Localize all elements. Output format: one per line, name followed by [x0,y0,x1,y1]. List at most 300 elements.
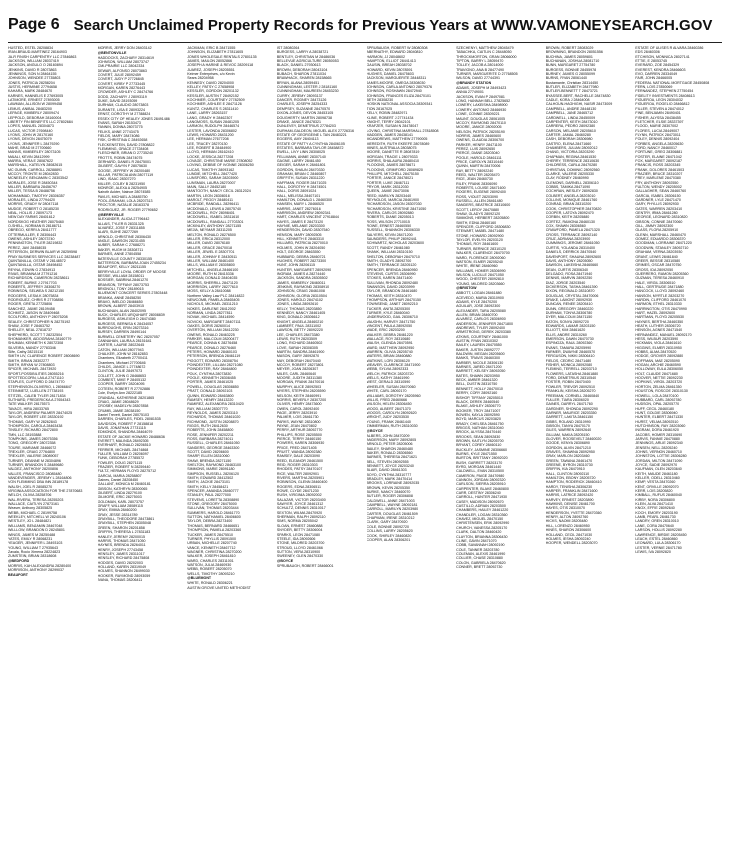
property-entry: LOVING, CHRISTINA MARSHALL 27818508 [366,128,439,133]
property-entry: BROWN, KAITLYN 28205700 [456,438,504,443]
property-entry: RIVAS, BRIANNA M 27791216 [8,271,58,276]
property-entry: QUINN, MARTIN 28470006 [456,164,501,169]
property-entry: BURWELL CEMETERY INC 28207057 [97,334,160,339]
property-entry: DAVENPORT, SHAUNA 28092600 [545,254,602,259]
property-entry: LEE, ROBERT B 28484900 [187,145,232,150]
property-entry: HANLEY, JEREMY 28200015 [97,534,146,539]
property-entry: BECK, AMBER 28461320 [456,378,498,383]
city-heading: @BLUEMONT [187,576,212,581]
property-entry: ROGERS, EUGENE 28092400 [456,190,506,195]
property-entry: LOWE, CONNIE 28309221 [456,112,500,117]
property-entry: CARSON, MELANIE 28205610 [545,128,596,133]
property-entry: COOPER, BARRY 28204095 [97,382,145,387]
property-entry: DOUGLAS, CRYSTAL 28470006 [545,293,599,298]
property-entry: CARR, DESTINY 28306240 [456,491,501,496]
property-entry: FLYNN, PATRICK 28473011 [635,132,681,137]
property-entry: GILLIAM, NAKIA 28205150 [545,432,590,437]
property-entry: PARKS, WAYNE 28310800 [276,419,321,424]
property-entry: FERN, LOIS 27850069 [635,85,673,90]
property-entry: GOLDMAN, KARL 28073757 [97,499,145,504]
property-entry: MILLER, ERICA 28312000 [187,237,231,242]
property-entry: AUSTIN GROVE UNITED METHODIST [187,585,251,590]
property-entry: MYERS, STEPHEN 28205590 [276,389,326,394]
property-entry: IRAN-BRAUD-MARTINEZ 28164903 [8,50,67,55]
property-entry: CAMPBELL, WAYNE 28092181 [366,503,418,508]
property-entry: KELLER, ODELL 28310460 [635,476,680,481]
property-entry: JENSEN, NELL 28205240 [635,445,678,450]
property-entry: WESTLEY, JO L 28484821 [8,519,52,524]
property-entry: HARRIS, JANET 28276016 [276,206,321,211]
property-entry: ETCHISON, MONNICA 28027141 [635,54,690,59]
property-entry: CHALKER, JOHN W 28162853 [97,352,148,357]
property-entry: BAKER, RONALD 28306560 [366,450,413,455]
property-entry: ALLAIS, TYLER B 28331325 [97,221,144,226]
property-entry: ABBOTT, LOGAN 28461880 [456,291,502,296]
property-entry: BALDWIN, MEGAN 28205600 [456,352,505,357]
property-entry: CARROLL, MARILYN 28203980 [366,507,419,512]
property-entry: CHAMBERS, JULIAN 28092012 [545,145,598,150]
property-entry: THOMAS, GARY W 28262843 [8,419,57,424]
property-entry: RAMIREZ, ALEXANDRA 28310420 [187,402,244,407]
property-entry: ROBERTS, JOHN 28458800 [187,428,234,433]
property-entry: COOK, SHIRLEY 28460820 [366,533,412,538]
property-entry: BURKE, NANCY 28460070 [366,490,411,495]
property-entry: BAKER, JUSTIN 28092777 [456,347,500,352]
listing-column [98,46,185,858]
property-entry: HOLT, CLAUDE 28471680 [635,371,678,376]
property-entry: AUSTIN, RYAN 28310302 [456,339,498,344]
listing-column [546,46,633,858]
property-entry: Weaver, Anthony 28305825 [8,506,53,511]
property-entry: JENKINS, DAVID R 28073863 [8,67,57,72]
property-entry: NEWCOMB, PAMELA 28465405 [187,297,240,302]
property-entry: TAYLOR, ROBERT LEE 28330192 [8,415,64,420]
property-entry: SPENCER, CLIFFORD 28306830 [456,225,511,230]
property-entry: BOWEN, KAYLA 28092590 [456,412,500,417]
property-entry: COLLETT, JOHN G 28468653 [97,373,146,378]
property-entry: VALLES, FRANCISCO 28085480 [8,471,62,476]
property-entry: GARNER, MAURICE 28203350 [545,410,597,415]
property-entry: BROOKS, LORRAINE 28092035 [366,481,420,486]
property-entry: JOHNSON, WILLIAM 28073747 [97,60,149,65]
property-entry: HENSLEY, RICHARD 28475808 [97,556,150,561]
property-entry: GLASS, FLORA 28205910 [635,228,679,233]
property-entry: PEREZ, LUIS 28092650 [456,146,496,151]
property-entry: BRIGGS, NATHAN 28310040 [456,425,504,430]
property-entry: TATE WALKER 28175573 [8,402,50,407]
property-entry: GARDNER, SHONDA 28092290 [545,406,598,411]
property-entry: COVERT, JULIE 28092459 [97,73,141,78]
property-entry: JACKMAN, ERIC B 28471555 [187,46,236,50]
property-entry: POOL-GRAHAM, LOLA 28207313 [97,199,153,204]
property-entry: GRANT, LEWIS 28461840 [635,254,678,259]
property-entry: VAUGHN, HARVEY 28471750 [366,319,416,324]
property-entry: LUCAS, VICTOR 27698440 [8,128,53,133]
property-entry: KELLY, THOMAS 28203850 [276,306,322,311]
property-entry: DIAZ, JORGE 28203540 [545,280,586,285]
property-entry: BURGESS, LARRY A 28038721 [276,50,329,55]
property-entry: KIMBALL, RUFUS 28460040 [635,493,682,498]
property-entry: SHELTON, DEBORAH 28470710 [366,254,420,259]
property-entry: MILLER, WILLIAM 28461400 [187,258,234,263]
property-entry: PARKER, MALCOLM 28200477 [187,337,239,342]
city-heading: @BRISTOW [456,286,477,291]
city-heading: BEAUFORT [8,573,28,578]
property-entry: HODGE, GROVER 28092880 [635,354,684,359]
property-entry: ROBERTS, LOUISE 28471600 [456,186,506,190]
property-entry: SHAW, GLADYS 28092120 [456,212,501,217]
property-entry: SHANK, WILLIAM 28310150 [366,250,413,255]
property-entry: HUBBARD, CARL 28092780 [635,397,682,402]
property-entry: BRADLEY, MARK 28470414 [366,477,413,482]
property-entry: FLESCHNER, BRIAN D 27735240 [97,151,153,156]
property-entry: STONE, HOWARD 28092900 [456,233,504,238]
property-entry: CLAYTON, BRIANNA 28306430 [456,534,508,539]
property-entry: ROWE, ERNEST 28460550 [366,224,412,229]
property-entry: BROOKS, SEAN 28092830 [456,434,501,439]
property-entry: GEIGER, SARAH K 28461801 [276,163,326,168]
property-entry: WARD, CHARLES 28311001 [187,558,234,563]
property-entry: CLINTON, JULIE 28497073 [97,369,143,374]
property-entry: BISHOP, TIFFANY 28205010 [456,395,503,400]
property-entry: ANNIA 27749001 [456,90,484,95]
property-entry: SPARKS, LEON 28471080 [276,532,320,537]
property-entry: KELLEY, PATSY C 27658908 [187,85,235,90]
property-entry: INGRAM, DORA 28461920 [635,428,679,433]
property-entry: ALEXANDER, TARA 28205080 [456,308,506,313]
property-entry: NORRIS, BEVERLY 28307200 [276,397,327,402]
property-entry: HANSON, MYRTLE 28203270 [635,293,685,298]
property-entry: CARPENTER, BLAKE 28460800 [456,486,509,491]
property-entry: HESS, WILBUR 28203590 [635,337,679,342]
property-entry: EGGERS, AMY 28404113 [276,137,319,142]
property-entry: LUNDIE, MITCHELL 28477420 [187,171,238,176]
property-entry: CHAMBERS, HAILEY 28461220 [456,508,509,513]
property-entry: BLAIR, DAVID 28461303 [366,468,407,473]
property-entry: GRIMES, OSCAR 28470750 [635,263,682,268]
property-entry: CMI-PRAIRIE LLC 28042334 [97,64,145,69]
property-entry: BRAWHACK, SHAREN 28158665 [276,76,332,81]
property-entry: CLINE, GAVIN 28471070 [456,538,497,543]
property-entry: MONROE, ALEXA A 28254905 [97,186,147,190]
property-entry: BROCK, ALYSSA 28470440 [456,430,502,435]
property-entry: WARD, FLORENCE 28092060 [456,255,506,260]
property-entry: HOLLAND, KAREN 28319049 [97,564,146,569]
property-entry: RIVERS, MARTHA 28205901 [276,476,325,481]
property-entry: CHERRY, TERRENCE 28310630 [545,158,600,163]
property-entry: ANDERSON, MARY 28092805 [366,437,417,442]
property-entry: LARSON, HOLLIS 28092280 [635,528,682,533]
property-entry: RICHARDSON, CAMERON 28238611 [8,276,70,281]
property-entry: BUCHANAN, JOSHUA 28081710 [545,59,600,64]
property-entry: PEARCE, DONALD 28276460 [187,345,236,350]
property-entry: JACKSON, SANDRA 28305502 [276,276,328,281]
property-entry: MORRIS, GRADY W 28047118 [8,202,59,207]
property-entry: TUCKER, JAMES 28475510 [187,532,233,537]
property-entry: BRANSON, TIFFANY 28073753 [97,282,150,287]
property-entry: HENDERSON, YVETTE 28470360 [545,510,602,515]
property-entry: PRYOR, MARK 28312030 [366,185,409,189]
property-entry: MORALES, JOSE R 28450344 [8,180,58,185]
property-entry: VANCE, KENNETH 28467712 [187,545,236,550]
property-entry: CADLE, KORA J 28464008 [545,98,590,103]
property-entry: DUNLEVEY, DEMETRIUS 27784203 [276,124,336,129]
property-entry: GRAY, MARLON 28203460 [545,454,590,459]
property-entry: GREER, BESSIE 28310580 [635,258,681,263]
property-entry: SUMMERS, HAROLD 28461770 [187,510,240,515]
property-entry: BUCK, CHARLES URQUHART 28008839 [97,312,165,317]
property-entry: RUSSELL, ALLEN 28461480 [456,199,503,204]
property-entry: HILL, KENNETH E 28463310 [276,237,325,242]
property-entry: ALARI, SUIHE 28277269 [97,230,138,235]
property-entry: OBREGO, KERRI A 28411777 [8,228,57,233]
property-entry: SCHWARTZ, NICHOLAS 28203600 [366,241,425,246]
property-entry: RUSSELL, CHARLES 28461050 [187,441,240,446]
property-entry: QUEEN, JAMIE 28473006 [366,189,409,194]
property-entry: ESTATE OF ULISES R ALVARA 28460286 [635,46,704,50]
property-entry: FELLMANN, ANNIE 28307140 [276,154,326,159]
property-entry: TRAVIGNO, ANA B 28477490 [456,67,504,72]
property-entry: LLOYD, HERMAN 28162410 [187,150,234,155]
property-entry: SPICER, MICHAEL 28473920 [8,367,57,372]
property-entry: COOPER, ALAN 28306201 [366,537,411,542]
property-entry: MORALES, LINDA 27794420 [8,198,55,203]
property-entry: NELSON, KEITH 28460991 [276,393,322,398]
property-entry: GOMEZ, EDUARDO 28306370 [635,237,686,242]
property-entry: GORDON, SHAUN 28470330 [276,167,325,172]
property-entry: MARRA, VERA E 28087622 [8,158,53,163]
property-entry: FISK, CHRISTINA C 28492658 [97,138,148,143]
property-entry: LEACH, ESTEL 28460860 [635,536,678,541]
property-entry: ANDERSON, JENNIFER 28471800 [456,321,514,326]
property-entry: BYASSEE-BERT, RACHELLE 28474830 [545,93,611,98]
property-entry: MCCOY, TRONTE M 28042830 [8,171,59,176]
property-entry: RICE, JEAN 28460730 [456,177,493,182]
property-entry: SPORT-POSSIBILITIES 28055216 [8,371,64,376]
property-entry: CORBIN, KEITH 28205880 [545,215,590,220]
property-entry: COTEEN, ROBERT R 27702886 [97,386,151,391]
property-entry: CARTER, JAMAL 28460280 [545,132,591,137]
property-entry: MILLER, JEWEL E 28307701 [187,250,235,255]
property-entry: BUCKLEY, JASMINE 28306660 [456,447,507,452]
property-entry: Bustamante, Christian 28314450 [545,80,599,85]
property-entry: BRYANT, COREY 28460110 [456,443,502,448]
property-entry: SPENCER, BRENDA 28460950 [366,267,418,272]
property-entry: DUKE, DAVID 28193059 [97,99,138,104]
property-entry: HOLT, GEORGE 28463550 [276,250,321,255]
property-entry: VIRGINIA ASSOCIATION FOR THE 27870683 [8,489,83,494]
property-entry: ACEVEDO, MARIA 28310900 [456,295,504,300]
property-entry: KENT, ORVILLE 28092070 [635,484,679,489]
property-entry: CARROLL, HUNTER 28471930 [456,495,508,500]
property-entry: WEBB, SYLVIA 28092333 [366,367,409,372]
property-entry: WHITE, CARL 28092170 [366,389,407,394]
property-entry: BURROUGHS, ERIN 28273316 [97,326,149,330]
property-entry: HOLMES, SHANNON 28499030 [97,569,150,574]
property-entry: JOYCE, SADIE 28092970 [635,463,678,467]
property-entry: WAGNER, CHRISTINA 28270200 [187,549,242,554]
city-heading: @BENTONVILLE [97,50,127,55]
property-entry: DANIELS, DERRICK 28470540 [545,250,597,255]
property-entry: BAKER, HUGH M 28308711 [97,247,144,252]
property-entry: SHUMAN, KENNETH K 28072308 [8,341,64,346]
property-entry: SPRUBAUGH, ROBERT W 28080308 [366,46,428,50]
property-entry: EVERARD, ZOE 28454329 [635,63,680,68]
property-entry: TAVACS, HIRA 28033765 [8,406,49,411]
property-entry: HODGES, DAVID 28202003 [97,560,143,565]
property-entry: GAGNE, LARRY 28461450 [276,158,321,163]
property-entry: JACOBS, HOMER 28310690 [635,432,683,437]
property-entry: KESSLER, GORDON 28201132 [187,89,239,94]
property-entry: HINES, SHARON 28306600 [545,528,592,533]
property-entry: LEMUS, ANIBAL 28483200 [8,106,52,111]
property-entry: ELLIS, ANDRE 28310260 [545,332,587,337]
property-entry: GARRETT, LAKITA 28461150 [545,415,594,420]
property-entry: EVEREST, KENDRA 28466603 [635,67,686,72]
property-entry: WOODS, CAROLYN 28092620 [366,410,417,415]
property-entry: SMITH, TERRANCE 28205120 [366,263,417,268]
property-entry: LAMB, PEARL 28461730 [635,515,676,520]
property-entry: STEVENS, CURTIS 28306990 [366,271,416,276]
listing-column [8,46,95,858]
property-entry: HUSTED, ESTEL 28208834 [8,46,54,50]
property-entry: FOWLER, TREVOR 28092510 [545,384,596,389]
property-entry: NORMAN, LINDA 28277811 [187,310,233,315]
property-entry: NORRIS, JAMES 28460600 [456,133,502,138]
property-entry: JOSEPH A HARINE & REVOC 28209118 [187,63,254,68]
property-entry: ESSEX CITY OF HEALEY JONES 28491486 [97,116,170,121]
property-entry: SANDERS, GEORGE 28463300 [187,445,240,450]
property-entry: MCDOWELL, ISABEL 28311610 [187,215,240,220]
property-entry: DENNIS, MARVIN 28092250 [545,276,593,281]
property-entry: CALHOUN-HAGHIGHI, NASIR 28473009 [545,102,613,107]
page-number: Page 6 [8,16,60,33]
property-entry: PHILLIPS, MITCHELL 28475150 [366,171,419,176]
property-entry: KRAFZER, SUSAN N 28478047 [366,124,419,129]
property-entry: GENTRY, IRMA 28461280 [635,211,678,216]
property-entry: REID, ROGER 28310303 [276,463,318,467]
property-entry: ESTATE OF GEORGEINE L TAN 28483221 [276,132,347,137]
property-entry: TURNER, MARGUERITE D 27768505 [456,72,518,77]
property-entry: OWENS, CLAUDIA 28306700 [456,138,505,143]
property-entry: LUCAS, TIMOTHY 28093162 [187,167,235,172]
property-entry: WRIGHT, JUDY 28203530 [366,415,409,420]
property-entry: GOOSE, JEFFREY W 28200480 [97,168,151,173]
property-entry: DIXON-JONES, DEVON 28453105 [276,111,334,116]
property-entry: NOKES, DARLENE 28412002 [187,306,236,311]
property-entry: BRYAN, ALANA 28059451 [276,80,320,85]
property-entry: BATESVILLE COUNTY 28330155 [97,256,153,261]
property-entry: GRIFFIN, KIA 28470910 [545,467,585,472]
property-entry: PAVLIS, MICHAEL A 28485750 [97,194,148,199]
property-entry: ERNST, DOROTHY M 27788824 [97,112,151,117]
property-entry: BRANKA, ANNE 28458250 [97,295,142,300]
property-entry: DAVIS, JONATHAN 27731115 [97,425,146,430]
property-entry: POINDEXTER, RAY 28464800 [187,367,237,372]
property-entry: FERNANDEZ, STEPHEN 27750454 [635,89,694,94]
property-entry: SMITH, EDNA 28460160 [456,220,497,225]
property-entry: GILMORE, ERIC 28275003 [97,495,142,500]
property-entry: SILVEIRA, MANDY 27783346 [8,345,56,350]
property-entry: HENSON, MARY 28092505 [276,232,322,237]
property-entry: BROWN, KEVIN 28205350 [366,485,411,490]
property-entry: MOSS, KELLY A 28410088 [187,289,231,294]
property-entry: STITZEL, CALEB TYLER 28171834 [8,393,66,398]
property-entry: VANDEVENDER, JEREMY L 28164806 [8,476,72,481]
property-entry: MCCOY, RAYMOND 28470110 [456,120,506,125]
property-entry: STEWART, MABEL 28471480 [456,229,505,234]
property-entry: JUAREZ, JOSEPH 28205551 [187,67,235,72]
property-entry: ARNOLD, CHRISTINE 28306430 [97,234,151,239]
property-entry: BRADY, CHELSEA 28461750 [456,421,504,426]
page-headline: Search Unclaimed Property Records for Previous Years at WWW.VAMONEYSEARCH.GOV [73,16,713,34]
property-entry: COVERT, KIRBY P 27733445 [97,81,146,86]
property-entry: LIND, ISAAC 28307270 [97,177,136,182]
property-entry: TOMPKINS, JAMES 28075356 [8,436,58,441]
property-entry: ROGER, GRETA 27725806 [8,302,53,307]
property-entry: HUNTER, ELBERT 28471330 [635,415,684,420]
property-entry: HIGGINS, ELMER 28310950 [635,345,682,350]
property-entry: FIGUEROA, LEON 28304032 [635,98,683,103]
property-entry: GOODE, KENYA 28306890 [545,441,590,446]
property-entry: INGRAM, JAMES A 28274440 [276,271,326,276]
property-entry: TINSLEY, RICHARD 28472800 [8,428,58,433]
property-entry: HOSKIN NATIONAL ASSOCIA 28309341 [366,102,433,107]
property-entry: HOOKER, RAYMOND 28093059 [97,573,151,578]
property-entry: ETTIE, E 28053745 [635,59,667,64]
property-entry: LYONS, DEVON 28475079 [8,137,52,142]
property-entry: DARREN, CHARLES, FIDEL 28081535 [97,417,161,422]
property-entry: OTTERMULLER, E 28306443 [8,232,57,237]
property-entry: HOLLAND, CECIL 28471030 [545,532,593,537]
property-entry: PALMER, LOIS 28461730 [276,415,319,420]
property-entry: LEWIS, HOWARD 28431200 [187,132,234,137]
property-entry: REYNOLDS, MARCIA 28461900 [366,198,420,203]
property-entry: JOHNS, VERNON 28460710 [635,449,682,454]
property-entry: YATES, EMILY R 28068231 [8,536,53,541]
property-entry: Chambers, Michael 27700646 [97,360,146,365]
property-entry: SHELTON, RAYMOND 28463100 [187,463,241,467]
property-entry: JOHNSON, WENDEE 27735803 [8,76,61,81]
property-entry: CUNNINGHAM, LESTER J 28181160 [276,85,338,90]
property-entry: FORTUNE, GREG 28306881 [635,150,683,155]
property-entry: PRATT, DONALD 28092103 [187,389,233,394]
property-entry: YOUNG, WILLIAM T 27935643 [8,545,59,550]
property-entry: HOGAN, ARCHIE 28460590 [635,363,681,368]
property-entry: FOSTER, ROBIN 28470400 [545,380,591,385]
property-entry: HOLMES, JOHN W 28204050 [276,245,326,250]
property-entry: LOVING, DEBBIE OF IVONNE 28306250 [187,163,254,168]
property-entry: MORRIS, KAH ALEXANDRA 28280400 [8,563,72,568]
property-entry: DUNCAN, RENEE 28205410 [545,302,593,307]
property-entry: FAIR, JOHN 28466005 [635,76,673,81]
property-entry: COLEMAN, ALEXIS 28461990 [456,551,506,556]
property-entry: CARTER, LAURIE 28022645 [97,343,145,348]
property-entry: LUNSMAN, LAURA 28270007 [187,180,236,185]
property-entry: SHAW, BRENDA 28271150 [187,458,232,463]
property-entry: QUINN, EDWARD 28463800 [187,393,234,398]
property-entry: RILEY, FRANK 28306090 [456,181,498,186]
property-entry: MOORE, JANICE 28092005 [456,125,502,130]
property-entry: KEITH, MAUDE 28461180 [635,471,678,476]
property-entry: ZUMSTEIN, BRIAN 28318608 [8,554,57,559]
property-entry: WALKER, CLARENCE 28470700 [456,251,510,256]
property-entry: STOKES, KAREN 28471400 [366,276,413,281]
property-entry: RICE, WALTER 28092901 [276,471,320,476]
property-entry: HAWKINS, DENISE 28461700 [545,502,595,507]
property-entry: LONG, HANNAH BELL 27825652 [456,99,511,104]
property-entry: BANKS, TRAVIS 28460300 [456,356,500,361]
